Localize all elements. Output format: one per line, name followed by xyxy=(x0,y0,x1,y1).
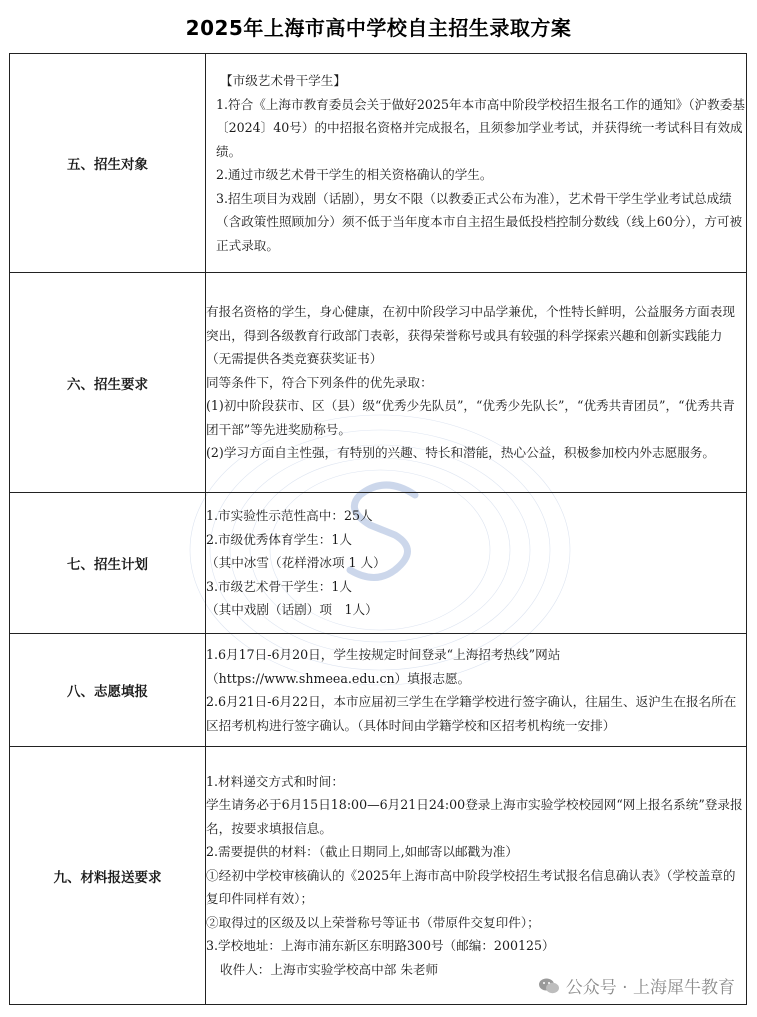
section-label: 九、材料报送要求 xyxy=(10,747,206,1005)
section-content: 1.材料递交方式和时间： 学生请务必于6月15日18:00—6月21日24:00登录上海市实验学校校园网“网上报名系统”登录报名，按要求填报信息。 2.需要提供的材料：（截止日期同上,如邮寄以邮戳为准） ①经初中学校审核确认的《2025年上海市高中阶段学校招生考试报名信息确认表》（学校盖章的复印件同样有效）； ②取得过的区级及以上荣誉称号等证书（带原件交复印件）； 3.学校地址：上海市浦东新区东明路300号（邮编：200125） 收件人：上海市实验学校高中部 朱老师 xyxy=(206,747,747,1005)
wechat-account-watermark xyxy=(538,973,735,998)
table-row xyxy=(10,54,747,273)
admission-plan-table xyxy=(9,53,747,1005)
section-label: 五、招生对象 xyxy=(10,54,206,273)
page-title: 2025年上海市高中学校自主招生录取方案 xyxy=(185,16,572,40)
table-row xyxy=(10,634,747,747)
section-label: 六、招生要求 xyxy=(10,273,206,493)
section-content: 1.6月17日-6月20日，学生按规定时间登录“上海招考热线”网站（https://www.shmeea.edu.cn）填报志愿。 2.6月21日-6月22日，本市应届初三学生在学籍学校进行签字确认，往届生、返沪生在报名所在区招考机构进行签字确认。（具体时间由学籍学校和区招考机构统一安排） xyxy=(206,634,747,747)
watermark-text: 公众号 · 上海犀牛教育 xyxy=(565,978,735,998)
section-content: 【市级艺术骨干学生】 1.符合《上海市教育委员会关于做好2025年本市高中阶段学校招生报名工作的通知》（沪教委基〔2024〕40号）的中招报名资格并完成报名，且须参加学业考试，并获得统一考试科目有效成绩。 2.通过市级艺术骨干学生的相关资格确认的学生。 3.招生项目为戏剧（话剧），男女不限（以教委正式公布为准），艺术骨干学生学业考试总成绩（含政策性照顾加分）须不低于当年度本市自主招生最低投档控制分数线（线上60分），方可被正式录取。 xyxy=(206,54,747,273)
table-row xyxy=(10,747,747,1005)
section-content: 1.市实验性示范性高中：25人 2.市级优秀体育学生：1人 （其中冰雪（花样滑冰项 1 人） 3.市级艺术骨干学生：1人 （其中戏剧（话剧）项 1人） xyxy=(206,493,747,634)
wechat-icon xyxy=(538,977,560,995)
section-label: 七、招生计划 xyxy=(10,493,206,634)
table-row xyxy=(10,273,747,493)
section-label: 八、志愿填报 xyxy=(10,634,206,747)
table-row xyxy=(10,493,747,634)
section-content: 有报名资格的学生，身心健康，在初中阶段学习中品学兼优，个性特长鲜明，公益服务方面表现突出，得到各级教育行政部门表彰，获得荣誉称号或具有较强的科学探索兴趣和创新实践能力（无需提供各类竞赛获奖证书） 同等条件下，符合下列条件的优先录取： (1)初中阶段获市、区（县）级“优秀少先队员”，“优秀少先队长”，“优秀共青团员”，“优秀共青团干部”等先进奖励称号。 (2)学习方面自主性强，有特别的兴趣、特长和潜能，热心公益，积极参加校内外志愿服务。 xyxy=(206,273,747,493)
